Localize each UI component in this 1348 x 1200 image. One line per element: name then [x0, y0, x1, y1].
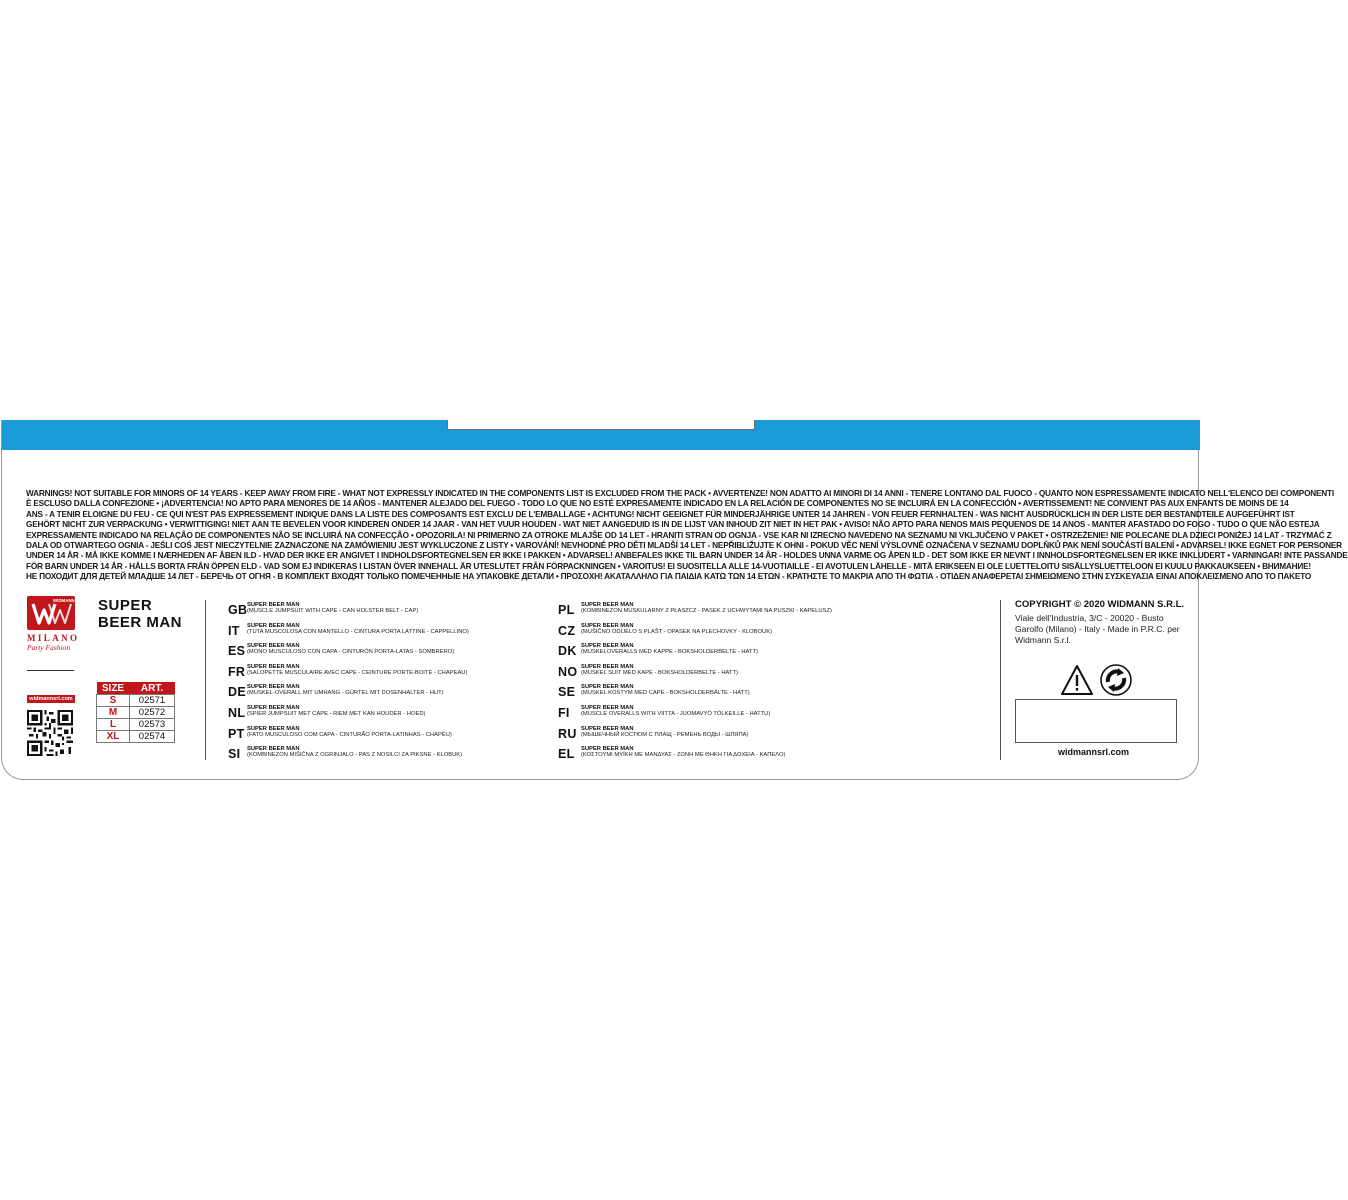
- product-description: (MUŠIČNO ODIJELO S PLAŠT - OPASEK NA PLECHOVKY - KLOBOUK): [581, 628, 773, 635]
- product-description: (ΚΟΣΤΟΥΜΙ ΜΥΪΚΗ ΜΕ ΜΑΝΔΥΑΣ - ΖΩΝΗ ΜΕ ΘΗΚΗ ΓΙΑ ΔΟΧΕΙΑ - ΚΑΠΕΛΟ): [581, 752, 786, 759]
- product-name: SUPER BEER MAN: [247, 643, 300, 650]
- logo-wordmark: WIDMANN: [53, 598, 75, 603]
- product-description: (KOMBINEZON MIŠIČNA Z OGRINJALO - PAS Z NOSILCI ZA PIKSNE - KLOBUK): [247, 752, 463, 759]
- product-description: (FATO MUSCULOSO COM CAPA - CINTURÃO PORTA-LATINHAS - CHAPÉU): [247, 731, 452, 738]
- product-name: SUPER BEER MAN: [581, 725, 634, 732]
- divider: [27, 670, 74, 671]
- product-name: SUPER BEER MAN: [581, 663, 634, 670]
- warning-line: EXPRESSAMENTE INDICADO NA RELAÇÃO DE COMPONENTES NÃO SE INCLUIRÁ NA CONFECÇÃO • OPOZORILA! NI PRIMERNO ZA OTROKE MLAJŠE OD 14 LET - HRANITI STRAN OD OGNJA - VSE KAR NI IZRECNO NAVEDENO NA SEZNAMU NI VKLJUČENO V PAKET • OSTRZEŻENIE! NIE POLECANE DLA DZIECI PONIŻEJ 14 LAT - TRZYMAĆ Z: [26, 529, 1332, 540]
- size-cell: XL: [97, 731, 130, 743]
- product-name: SUPER BEER MAN: [581, 643, 634, 650]
- article-cell: 02571: [130, 695, 175, 707]
- size-cell: M: [97, 707, 130, 719]
- language-code: PT: [228, 726, 245, 741]
- divider: [1000, 600, 1001, 760]
- qr-code-icon: [27, 710, 73, 756]
- product-name: SUPER BEER MAN: [247, 622, 300, 629]
- language-code: GB: [228, 603, 248, 617]
- size-table: [96, 682, 175, 743]
- size-header: SIZE: [97, 682, 130, 695]
- product-description: (MUSKEL-OVERALL MIT UMHANG - GÜRTEL MIT DOSENHALTER - HUT): [247, 690, 444, 697]
- size-cell: S: [97, 695, 130, 707]
- language-code: SE: [558, 685, 576, 700]
- warning-line: UNDER 14 ÅR - MÅ IKKE KOMME I NÆRHEDEN AF ÅBEN ILD - HVAD DER IKKE ER ANGIVET I INDHOLDSFORTEGNELSEN ER IKKE I PAKKEN • ADVARSEL! ANBEFALES IKKE TIL BARN UNDER 14 ÅR - HOLDES UNNA VARME OG ÅPEN ILD - DET SOM IKKE ER NEVNT I INNHOLDSFORTEGNELSEN ER IKKE INKLUDERT • VARNINGAR! INTE PASSANDE: [26, 550, 1348, 561]
- product-description: (MONO MUSCULOSO CON CAPA - CINTURÓN PORTA-LATAS - SOMBRERO): [247, 649, 455, 656]
- table-row: [97, 731, 175, 743]
- language-code: FI: [558, 705, 570, 720]
- product-description: (MUSCLE JUMPSUIT WITH CAPE - CAN HOLSTER BELT - CAP): [247, 608, 419, 614]
- product-title: [98, 597, 182, 631]
- product-name: SUPER BEER MAN: [581, 684, 634, 691]
- table-row: [97, 707, 175, 719]
- product-title-line1: SUPER: [98, 597, 153, 614]
- product-name: SUPER BEER MAN: [247, 684, 300, 691]
- language-code: IT: [228, 623, 240, 638]
- brand-city: MILANO: [27, 633, 80, 643]
- brand-tagline: Party Fashion: [27, 643, 71, 652]
- product-name: SUPER BEER MAN: [247, 663, 300, 670]
- table-row: [97, 719, 175, 731]
- product-title-line2: BEER MAN: [98, 614, 183, 631]
- article-cell: 02574: [130, 731, 175, 743]
- article-header: ART.: [130, 682, 175, 695]
- divider: [205, 600, 206, 760]
- product-description: (MUSCLE OVERALLS WITH VIITTA - JUOMAVYÖ TÖLKEILLE - HATTU): [581, 710, 771, 717]
- language-code: SI: [228, 747, 241, 762]
- hang-slot: [447, 420, 755, 430]
- product-name: SUPER BEER MAN: [581, 704, 634, 711]
- product-name: SUPER BEER MAN: [581, 746, 634, 753]
- product-name: SUPER BEER MAN: [247, 602, 300, 608]
- product-description: (KOMBINEZON MUSKULARNY Z PŁASZCZ - PASEK Z UCHWYTAMI NA PUSZKI - KAPELUSZ): [581, 608, 832, 614]
- language-code: FR: [228, 664, 246, 679]
- warnings-text: [26, 488, 1348, 582]
- product-name: SUPER BEER MAN: [581, 622, 634, 629]
- product-description: (MUSKELOVERALLS MED KAPPE - BOKSHOLDERBELTE - HATT): [581, 649, 758, 656]
- language-code: CZ: [558, 623, 576, 638]
- blank-label-box: [1015, 699, 1177, 743]
- table-row: [97, 695, 175, 707]
- warning-line: GEHÖRT NICHT ZUR VERPACKUNG • VERWITTIGING! NIET AAN TE BEVELEN VOOR KINDEREN ONDER 14 JAAR - VAN HET VUUR HOUDEN - WAT NIET AANGEDUID IS IN DE LIJST VAN INHOUD ZIT NIET IN HET PAK • AVISO! NÃO APTO PARA NENOS MAIS PEQUENOS DE 14 ANOS - MANTER AFASTADO DO FOGO - TUDO O QUE NÃO ESTEJA: [26, 519, 1320, 530]
- product-description: (SPIER JUMPSUIT MET CAPE - RIEM MET KAN HOUDER - HOED): [247, 710, 426, 717]
- product-description: (MUSKEL SUIT MED KAPE - BOKSHOLDERBELTE - HATT): [581, 669, 738, 676]
- website-link[interactable]: widmannsrl.com: [1058, 747, 1130, 757]
- product-description: (МЫШЕЧНЫЙ КОСТЮМ С ПЛАЩ - РЕМЕНЬ ВОДЫ - ШЛЯПА): [581, 731, 749, 738]
- warning-line: ANS - A TENIR ELOIGNE DU FEU - CE QUI N'EST PAS EXPRESSEMENT INDIQUE DANS LA LISTE DES COMPOSANTS EST EXCLU DE L'EMBALLAGE • ACHTUNG! NICHT GEEIGNET FÜR MINDERJÄHRIGE UNTER 14 JAHREN - VON FEUER FERNHALTEN - WAS NICHT AUSDRÜCKLICH IN DER LISTE DER BESTANDTEILE AUFGEFÜHRT IST: [26, 508, 1295, 519]
- article-cell: 02572: [130, 707, 175, 719]
- language-code: DE: [228, 685, 246, 700]
- language-code: NL: [228, 705, 246, 720]
- warning-line: DALA OD OTWARTEGO OGNIA - JEŚLI COŚ JEST NIECZYTELNIE ZAZNACZONE NA ZAMÓWIENIU JEST WYKLUCZONE Z LISTY • VAROVÁNÍ! NEVHODNÉ PRO DĚTI MLADŠÍ 14 LET - NEPŘIBLIŽUJTE K OHNI - POKUD VĚC NENÍ VÝSLOVNĚ OZNAČENA V SEZNAMU DOPLŇKŮ PAK NENÍ SOUČÁSTÍ BALENÍ • ADVARSEL! IKKE EGNET FOR PERSONER: [26, 540, 1342, 551]
- warning-triangle-icon: [1060, 664, 1094, 696]
- article-cell: 02573: [130, 719, 175, 731]
- size-cell: L: [97, 719, 130, 731]
- product-name: SUPER BEER MAN: [581, 602, 634, 608]
- warning-line: È ESCLUSO DALLA CONFEZIONE • ¡ADVERTENCIA! NO APTO PARA MENORES DE 14 AÑOS - MANTENER ALEJADO DEL FUEGO - TODO LO QUE NO ESTÉ EXPRESAMENTE INDICADO EN LA RELACIÓN DE COMPONENTES NO SE INCLUIRÁ EN LA CONFECCIÓN • AVERTISSEMENT! NE CONVIENT PAS AUX ENFANTS DE MOINS DE 14: [26, 498, 1289, 509]
- language-code: DK: [558, 644, 577, 659]
- product-label-card: [1, 420, 1348, 780]
- language-code: NO: [558, 664, 578, 679]
- widmann-logo: [27, 596, 75, 630]
- product-name: SUPER BEER MAN: [247, 746, 300, 753]
- product-name: SUPER BEER MAN: [247, 725, 300, 732]
- company-address: Viale dell'Industria, 3/C - 20020 - Busto Garolfo (Milano) - Italy - Made in P.R.C. per Widmann S.r.l.: [1015, 613, 1180, 645]
- copyright-notice: COPYRIGHT © 2020 WIDMANN S.R.L.: [1015, 599, 1185, 610]
- warning-line: WARNINGS! NOT SUITABLE FOR MINORS OF 14 YEARS - KEEP AWAY FROM FIRE - WHAT NOT EXPRESSLY INDICATED IN THE COMPONENTS LIST IS EXCLUDED FROM THE PACK • AVVERTENZE! NON ADATTO AI MINORI DI 14 ANNI - TENERE LONTANO DAL FUOCO - QUANTO NON ESPRESSAMENTE INDICATO NELL'ELENCO DEI COMPONENTI: [26, 488, 1334, 498]
- warning-line: FÖR BARN UNDER 14 ÅR - HÅLLS BORTA FRÅN ÖPPEN ELD - VAD SOM EJ INDIKERAS I LISTAN ÖVER INNEHALL ÄR UTESLUTET FRÅN FÖRPACKNINGEN • VAROITUS! EI SUOSITELLA ALLE 14-VUOTIAILLE - EI AVOTULEN LÄHELLE - MITÄ ERIKSEEN EI OLE LUETTELOITU SISÄLLYSLUETTELOON EI KUULU PAKKAUKSEEN • ВНИМАНИЕ!: [26, 560, 1311, 571]
- language-code: ES: [228, 644, 246, 659]
- green-dot-recycle-icon: [1100, 664, 1132, 696]
- product-description: (TUTA MUSCOLOSA CON MANTELLO - CINTURA PORTA LATTINE - CAPPELLINO): [247, 628, 469, 635]
- website-badge: widmannsrl.com: [27, 695, 75, 703]
- language-code: PL: [558, 603, 575, 617]
- warning-line: НЕ ПОХОДИТ ДЛЯ ДЕТЕЙ МЛАДШЕ 14 ЛЕТ - БЕРЕЧЬ ОТ ОГНЯ - В КОМПЛЕКТ ВХОДЯТ ТОЛЬКО ПОМЕЧЕННЫЕ НА УПАКОВКЕ ДЕТАЛИ • ΠΡΟΣΟΧΗ! ΑΚΑΤΑΛΛΗΛΟ ΓΙΑ ΠΑΙΔΙΑ ΚΑΤΩ ΤΩΝ 14 ΕΤΩΝ - ΚΡΑΤΗΣΤΕ ΤΟ ΜΑΚΡΙΑ ΑΠΟ ΤΗ ΦΩΤΙΑ - ΟΤΙΔΕΝ ΑΝΑΦΕΡΕΤΑΙ ΣΗΜΕΙΩΜΕΝΟ ΣΤΗΝ ΣΥΣΚΕΥΑΣΙΑ ΕΙΝΑΙ ΑΠΟΚΛΕΙΣΜΕΝΟ ΑΠΟ ΤΟ ΠΑΚΕΤΟ: [26, 571, 1312, 582]
- product-description: (MUSKEL KOSTYM MED CAPE - BOKSHOLDERBÄLTE - HATT): [581, 690, 750, 697]
- product-description: (SALOPETTE MUSCULAIRE AVEC CAPE - CEINTURE PORTE-BOITE - CHAPEAU): [247, 669, 468, 676]
- language-code: EL: [558, 747, 575, 762]
- product-name: SUPER BEER MAN: [247, 704, 300, 711]
- language-code: RU: [558, 726, 577, 741]
